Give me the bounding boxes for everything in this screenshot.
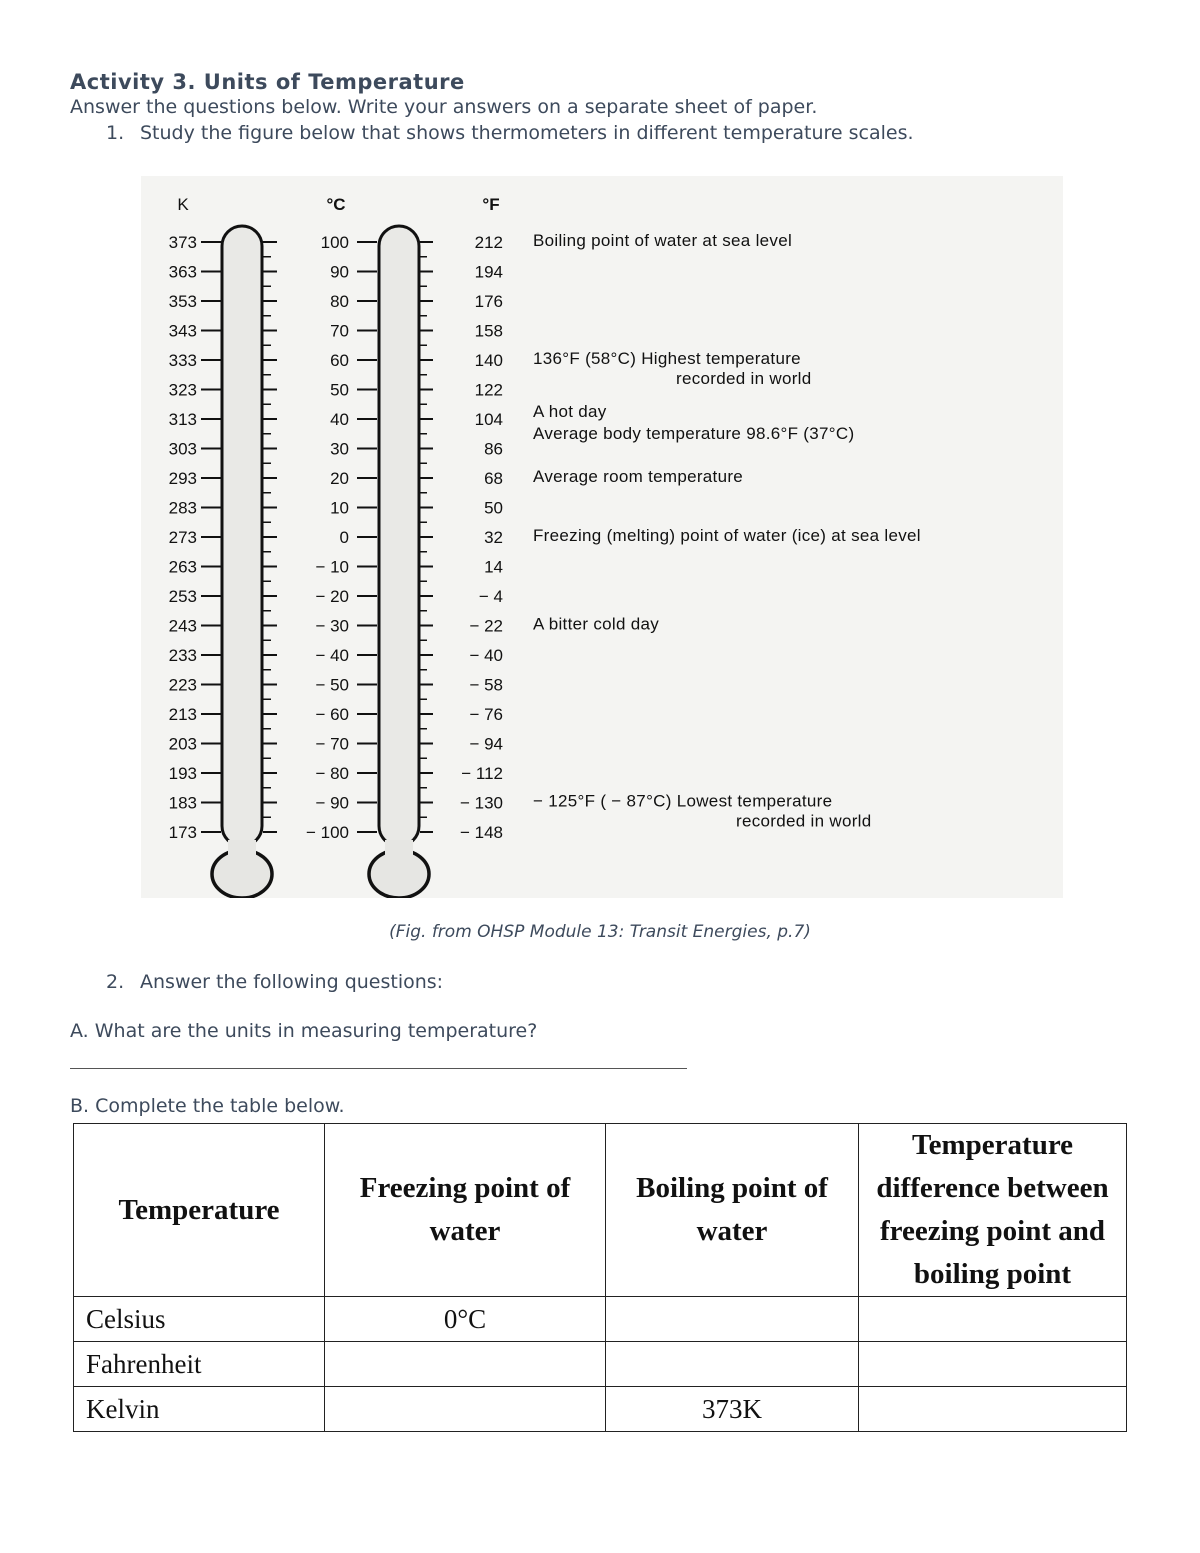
fahrenheit-tick-label: 104 [474, 410, 503, 429]
celsius-tick-label: 70 [330, 321, 349, 341]
celsius-header: °C [326, 195, 346, 214]
cell-difference[interactable] [859, 1297, 1127, 1342]
celsius-tick-label: − 50 [315, 675, 349, 695]
celsius-tick-label: 40 [330, 410, 349, 429]
header-temperature-difference: Temperature difference between freezing point and boiling point [859, 1124, 1127, 1297]
kelvin-tick-label: 263 [168, 557, 197, 577]
kelvin-tick-label: 173 [168, 823, 197, 842]
fahrenheit-tick-label: 176 [474, 292, 503, 311]
figure-annotation: recorded in world [736, 811, 872, 831]
question-b: B. Complete the table below. [70, 1095, 345, 1117]
fahrenheit-tick-label: 212 [474, 233, 503, 252]
figure-annotation: A bitter cold day [533, 614, 660, 634]
cell-freezing[interactable] [325, 1387, 606, 1432]
celsius-tick-label: 80 [330, 292, 349, 311]
celsius-tick-label: − 100 [305, 823, 349, 842]
table-row [74, 1297, 1127, 1342]
fahrenheit-tick-label: − 94 [469, 734, 503, 754]
fahrenheit-tick-label: 50 [484, 498, 503, 518]
kelvin-tick-label: 273 [168, 528, 197, 547]
kelvin-tick-label: 253 [168, 587, 197, 606]
kelvin-tick-label: 323 [168, 380, 197, 400]
cell-difference[interactable] [859, 1342, 1127, 1387]
fahrenheit-tick-label: 158 [474, 321, 503, 341]
celsius-tick-label: − 60 [315, 705, 349, 724]
kelvin-header: K [177, 195, 189, 214]
figure-annotation: Average room temperature [533, 467, 744, 486]
kelvin-tick-label: 373 [168, 233, 197, 252]
kelvin-tick-label: 303 [168, 439, 197, 459]
thermometer-figure [141, 176, 1063, 898]
figure-annotation: − 125°F ( − 87°C) Lowest temperature [533, 791, 833, 811]
header-freezing-point: Freezing point of water [325, 1124, 606, 1297]
table-row [74, 1387, 1127, 1432]
celsius-tick-label: − 30 [315, 616, 349, 636]
fahrenheit-header: °F [482, 195, 500, 214]
celsius-tick-label: − 90 [315, 793, 349, 813]
cell-boiling[interactable]: 373K [606, 1387, 859, 1432]
table-row [74, 1342, 1127, 1387]
celsius-tick-label: − 10 [315, 557, 349, 577]
celsius-tick-label: 20 [330, 469, 349, 488]
activity-title: Activity 3. Units of Temperature [70, 70, 465, 94]
question-a: A. What are the units in measuring temperature? [70, 1020, 538, 1042]
figure-caption: (Fig. from OHSP Module 13: Transit Energies, p.7) [389, 922, 811, 942]
celsius-tick-label: 90 [330, 262, 349, 282]
kelvin-tick-label: 233 [168, 646, 197, 665]
celsius-tick-label: − 40 [315, 646, 349, 665]
thermometer-diagram [141, 176, 1063, 898]
row-label: Kelvin [74, 1387, 325, 1432]
fahrenheit-tick-label: − 4 [478, 587, 503, 606]
item-number: 1. [106, 122, 125, 144]
figure-annotation: 136°F (58°C) Highest temperature [533, 349, 801, 368]
fahrenheit-tick-label: − 58 [469, 675, 503, 695]
celsius-fahrenheit-thermometer-tube [379, 226, 419, 846]
fahrenheit-tick-label: − 76 [469, 705, 503, 724]
kelvin-tick-label: 363 [168, 262, 197, 282]
figure-annotation: Average body temperature 98.6°F (37°C) [533, 424, 855, 443]
fahrenheit-tick-label: 86 [484, 439, 503, 459]
kelvin-tick-label: 243 [168, 616, 197, 636]
cell-difference[interactable] [859, 1387, 1127, 1432]
kelvin-tick-label: 183 [168, 793, 197, 813]
fahrenheit-tick-label: − 148 [459, 823, 503, 842]
figure-annotation: Freezing (melting) point of water (ice) at sea level [533, 526, 921, 545]
kelvin-tick-label: 313 [168, 410, 197, 429]
celsius-tick-label: 60 [330, 351, 349, 370]
kelvin-tick-label: 283 [168, 498, 197, 518]
fahrenheit-tick-label: 140 [474, 351, 503, 370]
item-text: Study the figure below that shows thermometers in different temperature scales. [140, 122, 914, 144]
fahrenheit-tick-label: − 130 [459, 793, 503, 813]
cell-boiling[interactable] [606, 1342, 859, 1387]
row-label: Fahrenheit [74, 1342, 325, 1387]
figure-annotation: recorded in world [676, 369, 812, 388]
celsius-tick-label: 10 [330, 498, 349, 518]
cell-boiling[interactable] [606, 1297, 859, 1342]
kelvin-celsius-thermometer-tube [222, 226, 262, 846]
kelvin-tick-label: 333 [168, 351, 197, 370]
cell-freezing[interactable] [325, 1342, 606, 1387]
kelvin-tick-label: 203 [168, 734, 197, 754]
fahrenheit-tick-label: 14 [484, 557, 503, 577]
header-boiling-point: Boiling point of water [606, 1124, 859, 1297]
celsius-tick-label: 0 [339, 528, 349, 547]
fahrenheit-tick-label: − 22 [469, 616, 503, 636]
fahrenheit-tick-label: 122 [474, 380, 503, 400]
header-temperature: Temperature [74, 1124, 325, 1297]
fahrenheit-tick-label: 32 [484, 528, 503, 547]
celsius-tick-label: − 20 [315, 587, 349, 606]
item-number: 2. [106, 971, 125, 993]
kelvin-tick-label: 213 [168, 705, 197, 724]
kelvin-tick-label: 193 [168, 764, 197, 783]
celsius-tick-label: 30 [330, 439, 349, 459]
celsius-tick-label: − 80 [315, 764, 349, 783]
row-label: Celsius [74, 1297, 325, 1342]
cell-freezing[interactable]: 0°C [325, 1297, 606, 1342]
fahrenheit-tick-label: 68 [484, 469, 503, 488]
figure-annotation: Boiling point of water at sea level [533, 231, 793, 250]
kelvin-tick-label: 293 [168, 469, 197, 488]
celsius-tick-label: 50 [330, 380, 349, 400]
temperature-table [73, 1123, 1127, 1432]
fahrenheit-tick-label: − 112 [461, 764, 503, 783]
fahrenheit-tick-label: − 40 [469, 646, 503, 665]
celsius-tick-label: − 70 [315, 734, 349, 754]
figure-annotation: A hot day [533, 402, 607, 421]
kelvin-tick-label: 353 [168, 292, 197, 311]
item-text: Answer the following questions: [140, 971, 444, 993]
fahrenheit-tick-label: 194 [474, 262, 503, 282]
celsius-fahrenheit-thermometer-neck [385, 840, 413, 860]
table-header-row [74, 1124, 1127, 1297]
kelvin-celsius-thermometer-neck [228, 840, 256, 860]
answer-line[interactable] [70, 1068, 687, 1069]
celsius-tick-label: 100 [320, 233, 349, 252]
instructions: Answer the questions below. Write your answers on a separate sheet of paper. [70, 96, 818, 118]
kelvin-tick-label: 223 [168, 675, 197, 695]
kelvin-tick-label: 343 [168, 321, 197, 341]
